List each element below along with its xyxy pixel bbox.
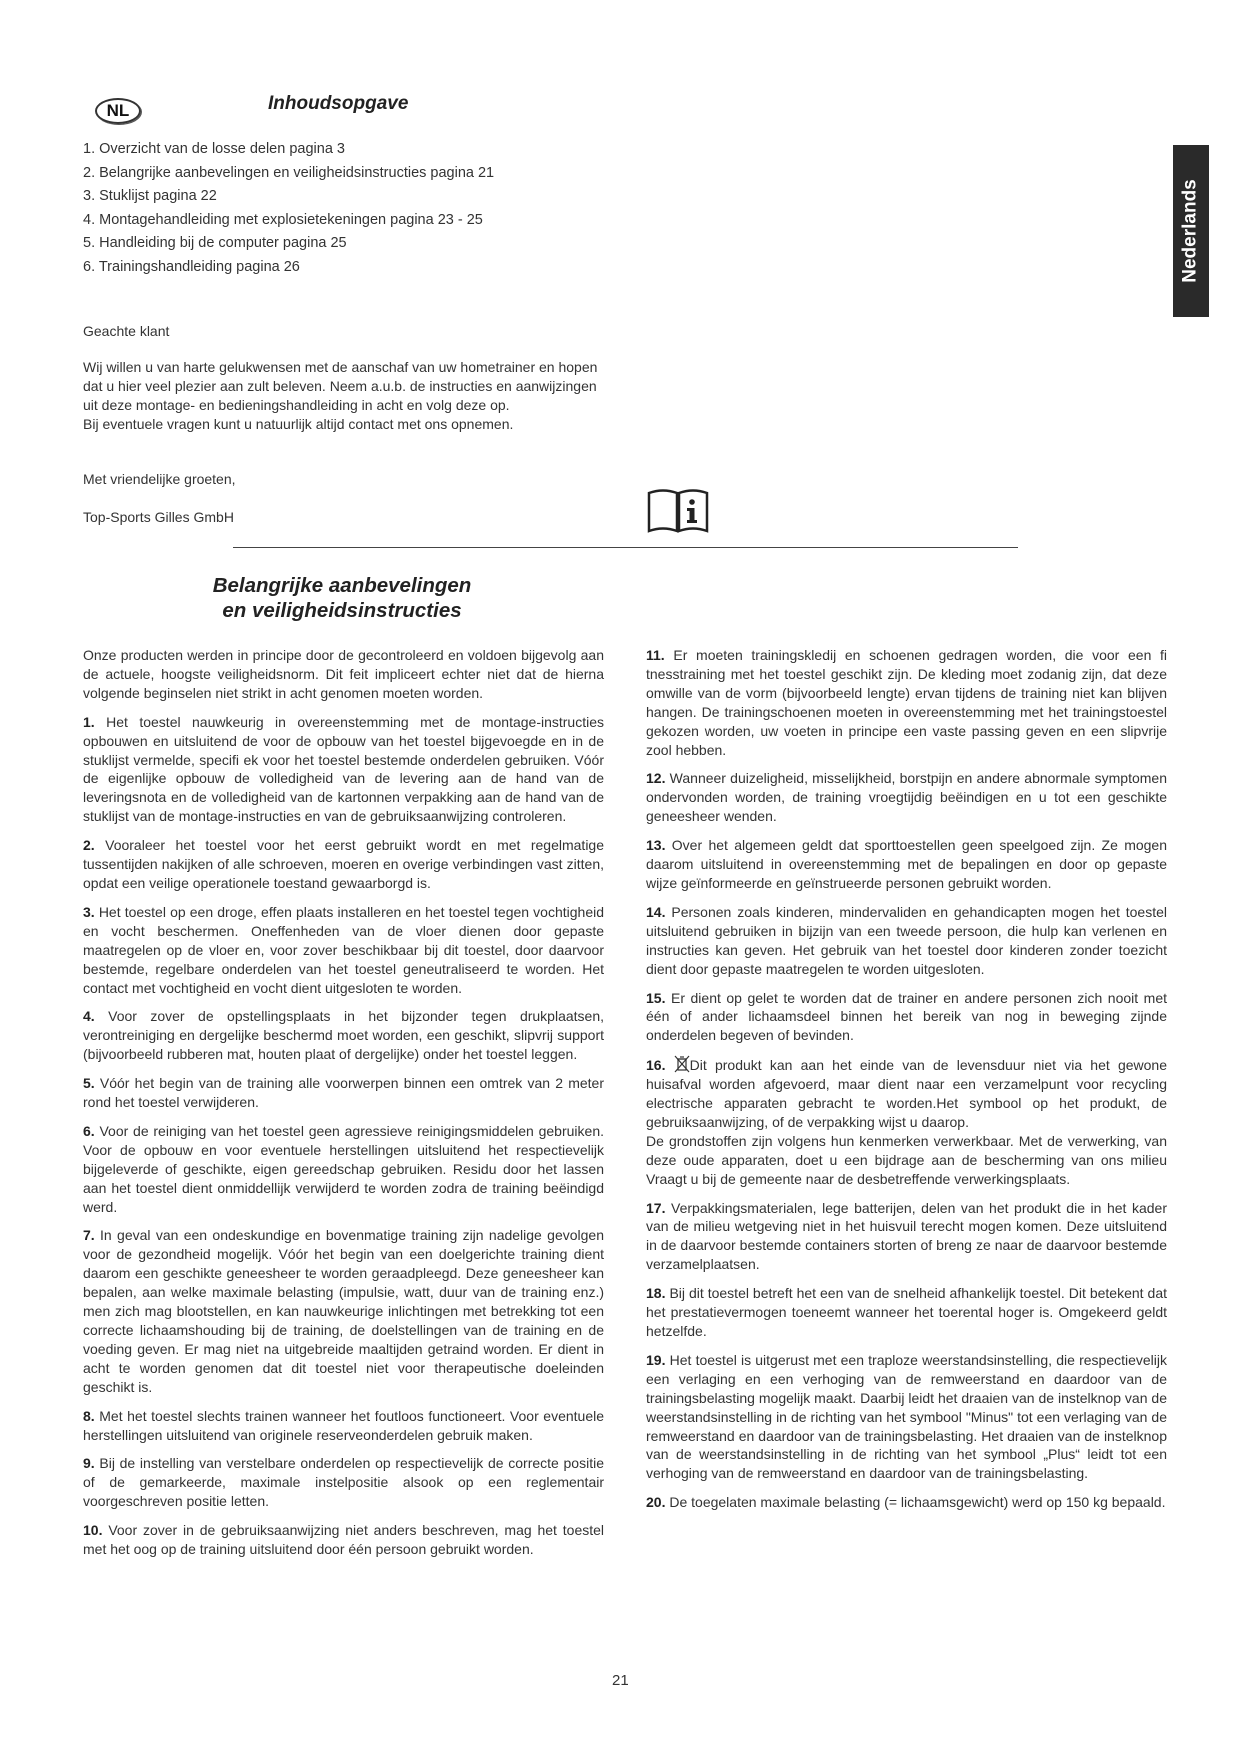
item-number: 4. [83, 1008, 95, 1025]
page-number: 21 [612, 1672, 629, 1689]
list-item [646, 1284, 1167, 1341]
item-text: Het toestel is uitgerust met een traploze weerstandsinstelling, die respectievelijk een verlaging en een verhoging van de remweerstand en daardoor van de trainingsbelasting mogelijk maakt. Daarbij leidt het draaien van de instelknop van de weerstandsinstelling in de richting van het symbool "Minus" tot een verlaging van de remweerstand en daardoor van de trainingsbelasting. Het draaien van de instelknop van de weerstandsinstelling in de richting van het symbool „Plus“ leidt tot een verhoging van de remweerstand en daardoor van de trainingsbelasting. [646, 1351, 1168, 1482]
list-item [646, 836, 1167, 893]
item-text: Voor zover de opstellingsplaats in het bijzonder tegen drukplaatsen, verontreiniging en dergelijke beschermd moet worden, een geschikt, slipvrij support (bijvoorbeeld rubberen mat, houten plaat of dergelijke) onder het toestel leggen. [83, 1008, 604, 1063]
section-title [170, 573, 514, 623]
list-item [83, 1454, 604, 1511]
item-text: Het toestel op een droge, effen plaats installeren en het toestel tegen vochtigheid en vocht beschermen. Oneffenheden van de vloer dienen door gepaste maatregelen op de vloer en, voor zover beschikbaar bij dit toestel, door daarvoor bestemde, regelbare onderdelen van het toestel geneutraliseerd te worden. Het contact met vochtigheid en vocht dient uitgesloten te worden. [83, 903, 605, 996]
list-item [83, 1521, 604, 1559]
item-text: Dit produkt kan aan het einde van de levensduur niet via het gewone huisafval worden afgevoerd, maar dient naar een verzamelpunt voor recycling electrische apparaten gebracht te worden.Het symbool op het produkt, de gebruiksaanwijzing, of de verpakking wijst u daarop. [646, 1057, 1167, 1130]
left-column [83, 646, 604, 1569]
item-text: In geval van een ondeskundige en bovenmatige training zijn nadelige gevolgen voor de gezondheid mogelijk. Vóór het begin van een doelgerichte training dient daarom een geschikte geneesheer te worden geraadpleegd. Deze geneesheer kan bepalen, aan welke maximale belasting (impulsie, watt, duur van de training enz.) men zich mag blootstellen, en kan nauwkeurige inlichtingen met betrekking tot een correcte lichaamshouding bij de training, de doelstellingen van de training en de voeding geven. Er mag niet na uitgebreide maaltijden getraind worden. Er dient in acht te worden genomen dat dit toestel niet voor therapeutische doeleinden geschikt is. [83, 1227, 605, 1395]
item-number: 20. [646, 1494, 666, 1511]
list-item [646, 1199, 1167, 1275]
divider [233, 547, 1018, 548]
closing: Met vriendelijke groeten, [83, 471, 236, 487]
item-number: 19. [646, 1351, 666, 1368]
item-text: Voor zover in de gebruiksaanwijzing niet anders beschreven, mag het toestel met het oog op de training uitsluitend door één persoon gebruikt worden. [83, 1522, 605, 1558]
item-number: 18. [646, 1285, 666, 1302]
item-number: 12. [646, 770, 666, 787]
item-text: Vóór het begin van de training alle voorwerpen binnen een omtrek van 2 meter rond het toestel verwijderen. [83, 1075, 604, 1111]
item-text: De toegelaten maximale belasting (= lichaamsgewicht) werd op 150 kg bepaald. [669, 1494, 1166, 1511]
toc-item: 6. Trainingshandleiding pagina 26 [83, 258, 300, 275]
item-text: Het toestel nauwkeurig in overeenstemming met de montage-instructies opbouwen en uitsluitend de voor de opbouw van het toestel bijgevoegde en in de stuklijst vermelde, specifi ek voor het toestel bestemde onderdelen gebruiken. Vóór de eigenlijke opbouw de volledigheid van de levering aan de hand van de leveringsnota en de volledigheid van de kartonnen verpakking aan de hand van de stuklijst van de montage-instructies en van de gebruiksaanwijzing controleren. [83, 713, 605, 825]
item-number: 7. [83, 1227, 95, 1244]
list-item [646, 1493, 1167, 1512]
item-number: 17. [646, 1199, 666, 1216]
list-item [83, 1074, 604, 1112]
intro-body [83, 358, 603, 434]
lead-paragraph: Onze producten werden in principe door de gecontroleerd en voldoen bijgevolg aan de actuele, hoogste veiligheidsnorm. Dit feit impliceert echter niet dat de hierna volgende beginselen niet strikt in acht genomen moeten worden. [83, 647, 604, 701]
toc-title: Inhoudsopgave [268, 93, 409, 114]
item-text: Wanneer duizeligheid, misselijkheid, borstpijn en andere abnormale symptomen ondervonden worden, de training vroegtijdig beëindigen en u tot een geschikte geneesheer wenden. [646, 770, 1167, 825]
list-item [83, 1122, 604, 1217]
list-item [646, 1055, 1167, 1188]
item-text: Vooraleer het toestel voor het eerst gebruikt wordt en met regelmatige tussentijden nakijken of alle schroeven, moeren en overige verbindingen vast zitten, opdat een veilige operationele toestand gewaarborgd is. [83, 837, 604, 891]
company-name: Top-Sports Gilles GmbH [83, 509, 234, 525]
item-text: Bij dit toestel betreft het een van de snelheid afhankelijk toestel. Dit betekent dat het prestatievermogen toeneemt wanneer het toerental hoger is. Omgekeerd geldt hetzelfde. [646, 1285, 1167, 1339]
item-number: 9. [83, 1455, 95, 1472]
section-title-line: Belangrijke aanbevelingen [212, 574, 472, 597]
toc-item: 5. Handleiding bij de computer pagina 25 [83, 235, 347, 252]
item-text: Voor de reiniging van het toestel geen agressieve reinigingsmiddelen gebruiken. Voor de opbouw en voor eventuele herstellingen uitsluitend het respectievelijk bijgeleverde of geschikte, eigen gereedschap gebruiken. Residu door het lassen aan het toestel dient onmiddellijk verwijderd te worden zodra de training beëindigd werd. [83, 1122, 604, 1215]
manual-info-icon [646, 487, 710, 533]
item-text: Over het algemeen geldt dat sporttoestellen geen speelgoed zijn. Ze mogen daarom uitsluitend in overeenstemming met de bepalingen en door op gepaste wijze geïnformeerde en geïnstrueerde personen gebruikt worden. [646, 837, 1168, 891]
toc-item: 4. Montagehandleiding met explosietekeningen pagina 23 - 25 [83, 211, 483, 228]
list-item [646, 769, 1167, 826]
list-item [646, 903, 1167, 979]
list-item [83, 1007, 604, 1064]
crossed-bin-icon [674, 1055, 690, 1073]
item-number: 13. [646, 837, 666, 854]
table-of-contents [83, 138, 494, 280]
language-badge: NL [95, 98, 141, 124]
item-number: 14. [646, 903, 666, 920]
list-item [83, 1407, 604, 1445]
item-text: Personen zoals kinderen, mindervaliden en gehandicapten mogen het toestel uitsluitend gebruiken in bijzijn van een tweede persoon, die hulp kan verlenen en instructies kan geven. Het gebruik van het toestel door kinderen zonder toezicht dient door gepaste maatregelen te worden uitgesloten. [646, 903, 1168, 977]
list-item [646, 646, 1167, 759]
list-item [83, 713, 604, 826]
item-number: 16. [646, 1057, 666, 1074]
language-side-tab [1173, 145, 1209, 317]
item-text: Verpakkingsmaterialen, lege batterijen, delen van het produkt die in het kader van de milieu wetgeving niet in het huisvuil terecht mogen komen. Deze uitsluitend in de daarvoor bestemde containers storten of breng ze naar de daarvoor bestemde verzamelplaatsen. [646, 1199, 1167, 1273]
item-number: 8. [83, 1407, 95, 1424]
list-item [646, 1351, 1167, 1483]
language-side-tab-label: Nederlands [1180, 179, 1202, 283]
toc-item: 3. Stuklijst pagina 22 [83, 188, 217, 205]
item-number: 11. [646, 647, 665, 663]
intro-contact: Bij eventuele vragen kunt u natuurlijk altijd contact met ons opnemen. [83, 416, 514, 432]
item-number: 1. [83, 713, 95, 730]
item-text: Bij de instelling van verstelbare onderdelen op respectievelijk de correcte positie of de gemarkeerde, maximale instelpositie alsook op een reglementair voorgeschreven positie letten. [83, 1455, 604, 1510]
item-number: 2. [83, 837, 95, 854]
list-item [83, 836, 604, 893]
right-column [646, 646, 1167, 1522]
salutation: Geachte klant [83, 323, 170, 339]
item-text: De grondstoffen zijn volgens hun kenmerken verwerkbaar. Met de verwerking, van deze oude apparaten, doet u een bijdrage aan de bescherming van ons milieu Vraagt u bij de gemeente naar de desbetreffende verwerkingsplaats. [646, 1132, 1167, 1187]
list-item [646, 989, 1167, 1046]
item-number: 5. [83, 1075, 95, 1092]
toc-item: 1. Overzicht van de losse delen pagina 3 [83, 141, 345, 157]
toc-item: 2. Belangrijke aanbevelingen en veiligheidsinstructies pagina 21 [83, 164, 495, 181]
item-text: Er moeten trainingskledij en schoenen gedragen worden, die voor een fi tnesstraining met het toestel geschikt zijn. De kleding moet zodanig zijn, dat deze omwille van de vorm (bijvoorbeeld lengte) ervan tijdens de training niet kan blijven hangen. De trainingschoenen moeten in overeenstemming met het trainingstoestel gekozen worden, uw voeten in principe een vaste passing geven en een slipvrije zool hebben. [646, 647, 1168, 758]
item-number: 15. [646, 989, 666, 1006]
item-text: Er dient op gelet te worden dat de trainer en andere personen zich nooit met één of ander lichaamsdeel binnen het bereik van nog in beweging zijnde onderdelen begeven of bevinden. [646, 989, 1167, 1044]
section-title-line: en veiligheidsinstructies [222, 599, 462, 622]
list-item [83, 903, 604, 998]
item-number: 10. [83, 1522, 103, 1539]
intro-paragraph: Wij willen u van harte gelukwensen met de aanschaf van uw hometrainer en hopen dat u hier veel plezier aan zult beleven. Neem a.u.b. de instructies en aanwijzingen uit deze montage- en bedieningshandleiding in acht en volg deze op. [83, 359, 598, 413]
item-number: 6. [83, 1122, 95, 1139]
item-number: 3. [83, 903, 95, 920]
item-text: Met het toestel slechts trainen wanneer het foutloos functioneert. Voor eventuele herstellingen uitsluitend van originele reserveonderdelen gebruik maken. [83, 1407, 604, 1443]
list-item [83, 1226, 604, 1396]
